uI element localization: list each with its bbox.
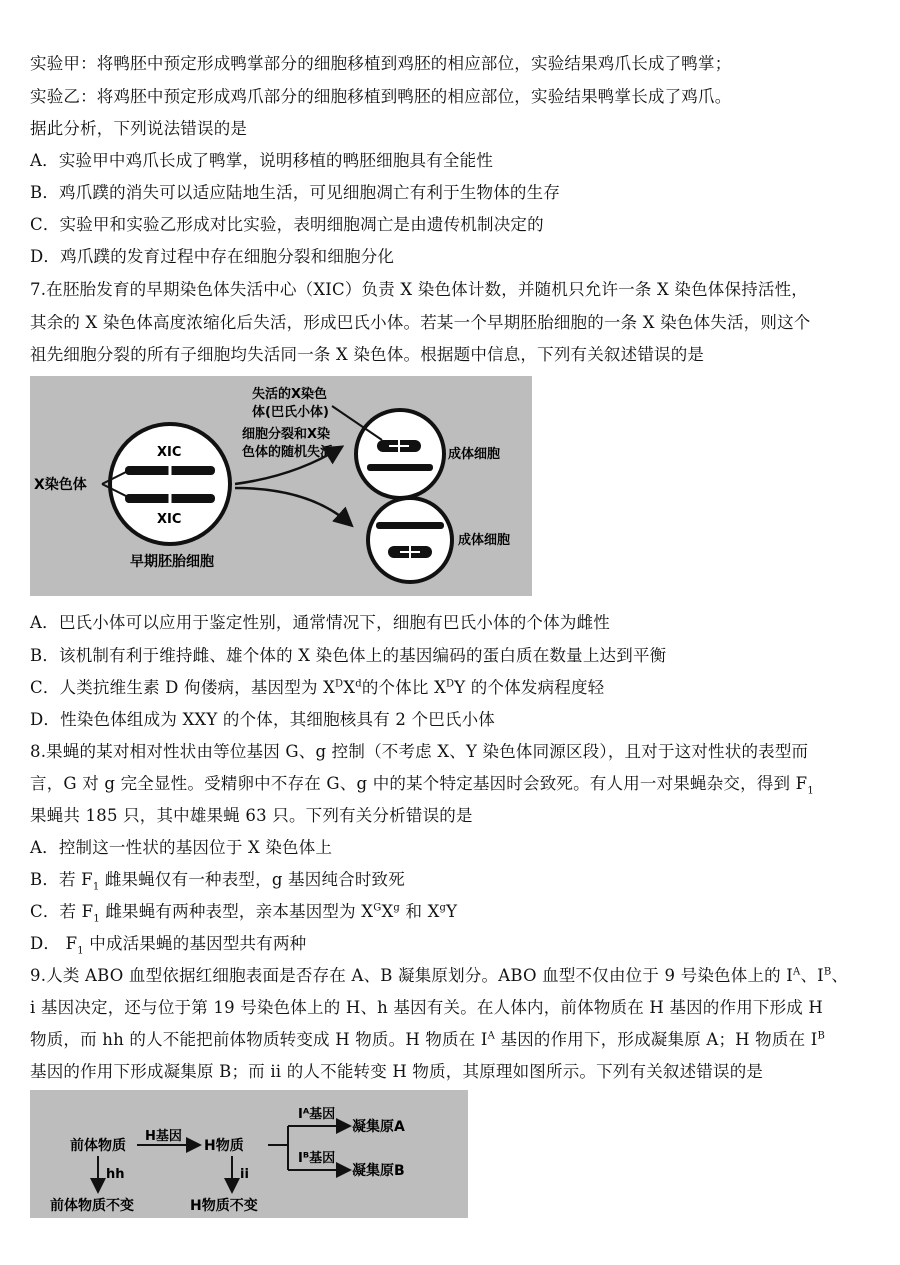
h-unchanged-label: H物质不变 <box>190 1198 258 1214</box>
q8-option-a: A．控制这一性状的基因位于 X 染色体上 <box>30 838 333 857</box>
q6-option-d: D．鸡爪蹼的发育过程中存在细胞分裂和细胞分化 <box>30 247 395 266</box>
q7-option-c: C．人类抗维生素 D 佝偻病，基因型为 $X^DX^d$的个体比 $X^DY$ 的个体发病程度轻 <box>30 678 605 697</box>
abo-pathway-figure <box>30 1090 468 1218</box>
precursor-label: 前体物质 <box>70 1138 126 1154</box>
q8-option-c: C．若 $F_1$ 雌果蝇有两种表型，亲本基因型为 $X^GX^g$ 和 $X^gY$ <box>30 902 458 925</box>
adult-cell-top-label: 成体细胞 <box>448 447 501 462</box>
q6-option-b: B．鸡爪蹼的消失可以适应陆地生活，可见细胞凋亡有利于生物体的生存 <box>30 183 561 202</box>
q8-option-d: D． $F_1$ 中成活果蝇的基因型共有两种 <box>30 934 307 957</box>
process-label-line1: 细胞分裂和X染 <box>242 427 331 442</box>
q6-question: 据此分析，下列说法错误的是 <box>30 119 248 138</box>
q7-option-a: A．巴氏小体可以应用于鉴定性别，通常情况下，细胞有巴氏小体的个体为雌性 <box>30 613 610 632</box>
q9-stem-3: 物质，而 hh 的人不能把前体物质转变成 H 物质。H 物质在 $I^A$ 基因的作用下，形成凝集原 A；H 物质在 $I^B$ <box>30 1030 826 1049</box>
xic-top-label: XIC <box>157 445 182 460</box>
x-chromosome-label: X染色体 <box>34 477 87 493</box>
q8-stem-2: 言，G 对 g 完全显性。受精卵中不存在 G、g 中的某个特定基因时会致死。有人用一对果蝇杂交，得到 $F_1$ <box>30 774 814 797</box>
q7-stem-2: 其余的 X 染色体高度浓缩化后失活，形成巴氏小体。若某一个早期胚胎细胞的一条 X 染色体失活，则这个 <box>30 313 811 332</box>
ia-gene-label: Iᴬ基因 <box>298 1107 336 1122</box>
q7-option-b: B．该机制有利于维持雌、雄个体的 X 染色体上的基因编码的蛋白质在数量上达到平衡 <box>30 646 667 665</box>
inactive-x-label-line2: 体(巴氏小体) <box>252 405 329 420</box>
q8-stem-3: 果蝇共 185 只，其中雄果蝇 63 只。下列有关分析错误的是 <box>30 806 473 825</box>
precursor-unchanged-label: 前体物质不变 <box>50 1198 134 1214</box>
q9-stem-2: i 基因决定，还与位于第 19 号染色体上的 H、h 基因有关。在人体内，前体物质在 H 基因的作用下形成 H <box>30 998 824 1017</box>
early-embryo-cell-label: 早期胚胎细胞 <box>130 554 214 570</box>
q6-option-a: A．实验甲中鸡爪长成了鸭掌，说明移植的鸭胚细胞具有全能性 <box>30 151 494 170</box>
h-substance-label: H物质 <box>204 1138 244 1154</box>
agglutinogen-b-label: 凝集原B <box>352 1163 405 1179</box>
inactive-x-label-line1: 失活的X染色 <box>252 387 328 402</box>
q7-stem-3: 祖先细胞分裂的所有子细胞均失活同一条 X 染色体。根据题中信息，下列有关叙述错误的是 <box>30 345 705 364</box>
q6-option-c: C．实验甲和实验乙形成对比实验，表明细胞凋亡是由遗传机制决定的 <box>30 215 544 234</box>
q8-stem-1: 8.果蝇的某对相对性状由等位基因 G、g 控制（不考虑 X、Y 染色体同源区段），且对于这对性状的表型而 <box>30 742 809 761</box>
hh-label: hh <box>106 1167 125 1182</box>
adult-cell-bottom-circle <box>368 498 452 582</box>
q9-stem-4: 基因的作用下形成凝集原 B；而 ii 的人不能转变 H 物质，其原理如图所示。下列有关叙述错误的是 <box>30 1062 764 1081</box>
ii-label: ii <box>240 1167 249 1182</box>
q9-stem-1: 9.人类 ABO 血型依据红细胞表面是否存在 A、B 凝集原划分。ABO 血型不仅由位于 9 号染色体上的 $I^A$、$I^B$、 <box>30 966 849 985</box>
h-gene-label: H基因 <box>145 1129 182 1144</box>
q7-stem-1: 7.在胚胎发育的早期染色体失活中心（XIC）负责 X 染色体计数，并随机只允许一条 X 染色体保持活性， <box>30 280 809 299</box>
xic-bottom-label: XIC <box>157 512 182 527</box>
x-inactivation-figure <box>30 376 532 596</box>
q8-option-b: B．若 $F_1$ 雌果蝇仅有一种表型，g 基因纯合时致死 <box>30 870 405 893</box>
adult-cell-bottom-label: 成体细胞 <box>458 533 511 548</box>
process-label-line2: 色体的随机失活 <box>242 445 334 460</box>
q7-option-d: D．性染色体组成为 XXY 的个体，其细胞核具有 2 个巴氏小体 <box>30 710 495 729</box>
agglutinogen-a-label: 凝集原A <box>352 1119 405 1135</box>
experiment-b-text: 实验乙：将鸡胚中预定形成鸡爪部分的细胞移植到鸭胚的相应部位，实验结果鸭掌长成了鸡爪。 <box>30 87 732 106</box>
experiment-a-text: 实验甲：将鸭胚中预定形成鸭掌部分的细胞移植到鸡胚的相应部位，实验结果鸡爪长成了鸭掌； <box>30 54 732 73</box>
ib-gene-label: Iᴮ基因 <box>298 1151 336 1166</box>
